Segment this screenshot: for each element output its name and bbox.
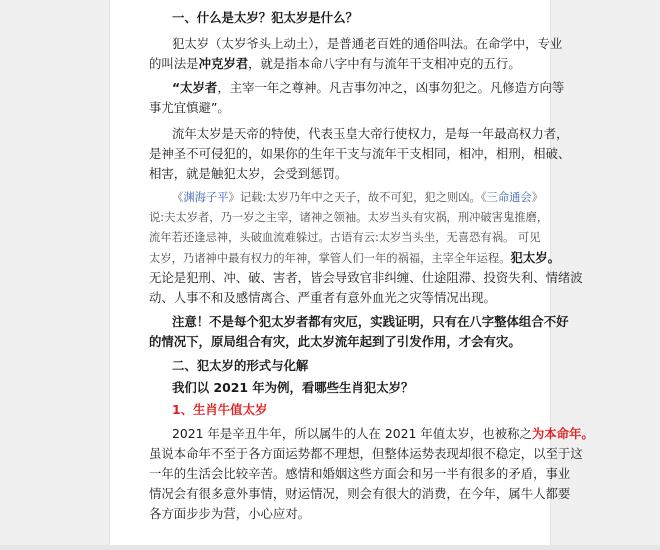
quote-line: “太岁者，主宰一年之尊神。凡吉事勿冲之，凶事勿犯之。凡修造方向等 (172, 80, 565, 95)
book-link[interactable]: 三命通会 (486, 191, 532, 204)
paragraph-line: 是神圣不可侵犯的，如果你的生年干支与流年干支相同，相冲，相刑，相破、 (149, 146, 571, 161)
section-heading-1: 一、什么是太岁？犯太岁是什么？ (172, 10, 358, 25)
paragraph-line: 情况会有很多意外事情，财运情况，则会有很大的消费，在今年，属牛人都要 (149, 486, 571, 501)
paragraph-line: 流年太岁是天帝的特使，代表玉皇大帝行使权力，是每一年最高权力者， (172, 126, 569, 141)
sub-heading: 1、生肖牛值太岁 (172, 402, 268, 417)
paragraph-line: 犯太岁（太岁爷头上动土），是普通老百姓的通俗叫法。在命学中，专业 (172, 36, 563, 51)
paragraph-line: 相害，就是触犯太岁，会受到惩罚。 (149, 166, 348, 181)
paragraph-line: 太岁，乃诸神中最有权力的年神，掌管人们一年的祸福，主宰全年运程。犯太岁。 (149, 250, 561, 265)
citation-line: 说:夫太岁者，乃一岁之主宰，诸神之领袖。太岁当头有灾祸，刑冲破害鬼推磨， (149, 211, 549, 224)
paragraph-line: 虽说本命年不至于各方面运势都不理想，但整体运势表现却很不稳定，以至于这 (149, 446, 583, 461)
paragraph-line: 2021 年是辛丑牛年，所以属牛的人在 2021 年值太岁，也被称之为本命年。 (172, 426, 594, 441)
note-line: 注意！不是每个犯太岁者都有灾厄，实践证明，只有在八字整体组合不好 (172, 314, 569, 329)
paragraph-line: 的叫法是冲克岁君，就是指本命八字中有与流年干支相冲克的五行。 (149, 56, 521, 71)
citation-line: 流年若还逢忌神，头破血流难躲过。古语有云:太岁当头坐，无喜恐有祸。 可见 (149, 231, 541, 244)
emphasis-term: 犯太岁。 (510, 250, 561, 265)
quote-line: 事尤宜慎避”。 (149, 100, 230, 115)
emphasis-term: “太岁者 (172, 80, 218, 95)
paragraph-line: 动、人事不和及感情离合、严重者有意外血光之灾等情况出现。 (149, 290, 496, 305)
emphasis-term: 为本命年。 (531, 426, 594, 441)
book-link[interactable]: 渊海子平 (183, 191, 229, 204)
emphasis-term: 冲克岁君 (198, 56, 249, 71)
intro-line: 我们以 2021 年为例，看哪些生肖犯太岁？ (172, 380, 414, 395)
paragraph-line: 一年的生活会比较辛苦。感情和婚姻这些方面会和另一半有很多的矛盾，事业 (149, 466, 571, 481)
section-heading-2: 二、犯太岁的形式与化解 (172, 358, 309, 373)
note-line: 的情况下，原局组合有灾，此太岁流年起到了引发作用，才会有灾。 (149, 334, 521, 349)
page-gap (0, 545, 660, 550)
paragraph-line: 各方面步步为营，小心应对。 (149, 506, 311, 521)
paragraph-line: 无论是犯刑、冲、破、害者，皆会导致官非纠缠、仕途阻滞、投资失利、情绪波 (149, 270, 583, 285)
document-page (110, 0, 594, 545)
citation-line: 《渊海子平》记载:太岁乃年中之天子，故不可犯，犯之则凶。《三命通会》 (172, 191, 544, 204)
